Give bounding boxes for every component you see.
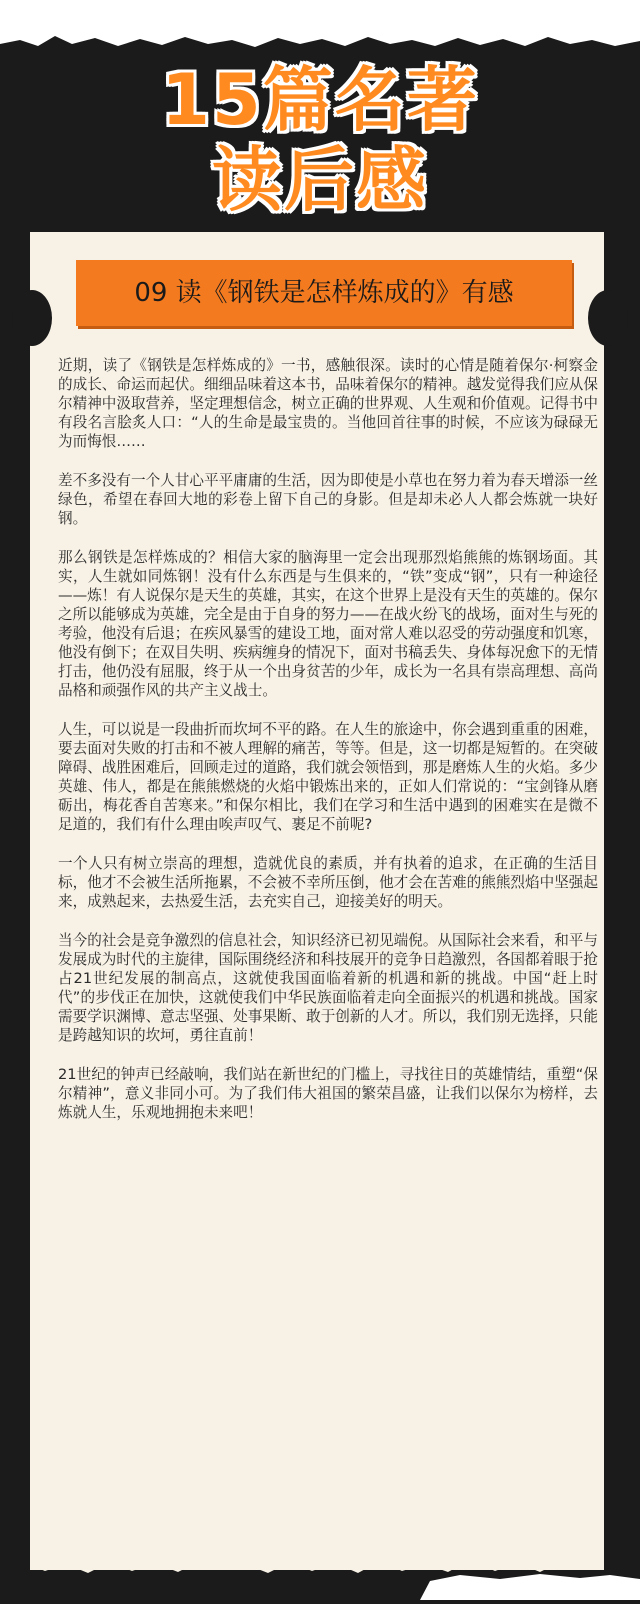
paragraph: 21世纪的钟声已经敲响，我们站在新世纪的门槛上，寻找往日的英雄情结，重塑“保尔精神”，意义非同小可。为了我们伟大祖国的繁荣昌盛，让我们以保尔为榜样，去炼就人生，乐观地拥抱未来吧！ — [58, 1066, 598, 1121]
paragraph: 当今的社会是竞争激烈的信息社会，知识经济已初见端倪。从国际社会来看，和平与发展成为时代的主旋律，国际围绕经济和科技展开的竞争日趋激烈，各国都着眼于抢占21世纪发展的制高点，这就使我国面临着新的机遇和新的挑战。中国“赶上时代”的步伐正在加快，这就使我们中华民族面临着走向全面振兴的机遇和挑战。国家需要学识渊博、意志坚强、处事果断、敢于创新的人才。所以，我们别无选择，只能是跨越知识的坎坷，勇往直前！ — [58, 932, 598, 1044]
paragraph: 近期，读了《钢铁是怎样炼成的》一书，感触很深。读时的心情是随着保尔·柯察金的成长、命运而起伏。细细品味着这本书，品味着保尔的精神。越发觉得我们应从保尔精神中汲取营养，坚定理想信念，树立正确的世界观、人生观和价值观。记得书中有段名言脍炙人口：“人的生命是最宝贵的。当他回首往事的时候，不应该为碌碌无为而悔恨…… — [58, 357, 598, 450]
paragraph: 人生，可以说是一段曲折而坎坷不平的路。在人生的旅途中，你会遇到重重的困难，要去面对失败的打击和不被人理解的痛苦，等等。但是，这一切都是短暂的。在突破障碍、战胜困难后，回顾走过的道路，我们就会领悟到，那是磨炼人生的火焰。多少英雄、伟人，都是在熊熊燃烧的火焰中锻炼出来的，正如人们常说的：“宝剑锋从磨砺出，梅花香自苦寒来。”和保尔相比，我们在学习和生活中遇到的困难实在是微不足道的，我们有什么理由唉声叹气、裹足不前呢? — [58, 721, 598, 833]
section-heading: 09 读《钢铁是怎样炼成的》有感 — [134, 278, 514, 308]
section-heading-bar — [76, 260, 572, 326]
paragraph: 一个人只有树立崇高的理想，造就优良的素质，并有执着的追求，在正确的生活目标，他才不会被生活所拖累，不会被不幸所压倒，他才会在苦难的熊熊烈焰中坚强起来，成熟起来，去热爱生活，去充实自己，迎接美好的明天。 — [58, 855, 598, 910]
paragraph: 那么钢铁是怎样炼成的？相信大家的脑海里一定会出现那烈焰熊熊的炼钢场面。其实，人生就如同炼钢！没有什么东西是与生俱来的，“铁”变成“钢”，只有一种途径——炼！有人说保尔是天生的英雄，其实，在这个世界上是没有天生的英雄的。保尔之所以能够成为英雄，完全是由于自身的努力——在战火纷飞的战场，面对生与死的考验，他没有后退；在疾风暴雪的建设工地，面对常人难以忍受的劳动强度和饥寒，他没有倒下；在双目失明、疾病缠身的情况下，面对书稿丢失、身体每况愈下的无情打击，他仍没有屈服，终于从一个出身贫苦的少年，成长为一名具有崇高理想、高尚品格和顽强作风的共产主义战士。 — [58, 549, 598, 699]
title-line-1: 15篇名著 — [161, 59, 479, 141]
torn-paper-top — [0, 0, 640, 60]
title-line-2: 读后感 — [212, 139, 428, 221]
paper-notch-left — [12, 290, 52, 346]
torn-paper-bottom — [0, 1545, 640, 1600]
poster-title — [0, 60, 640, 230]
paper-notch-right — [588, 290, 628, 346]
paragraph: 差不多没有一个人甘心平平庸庸的生活，因为即使是小草也在努力着为春天增添一丝绿色，希望在春回大地的彩卷上留下自己的身影。但是却未必人人都会炼就一块好钢。 — [58, 472, 598, 527]
article-body — [58, 356, 598, 1142]
